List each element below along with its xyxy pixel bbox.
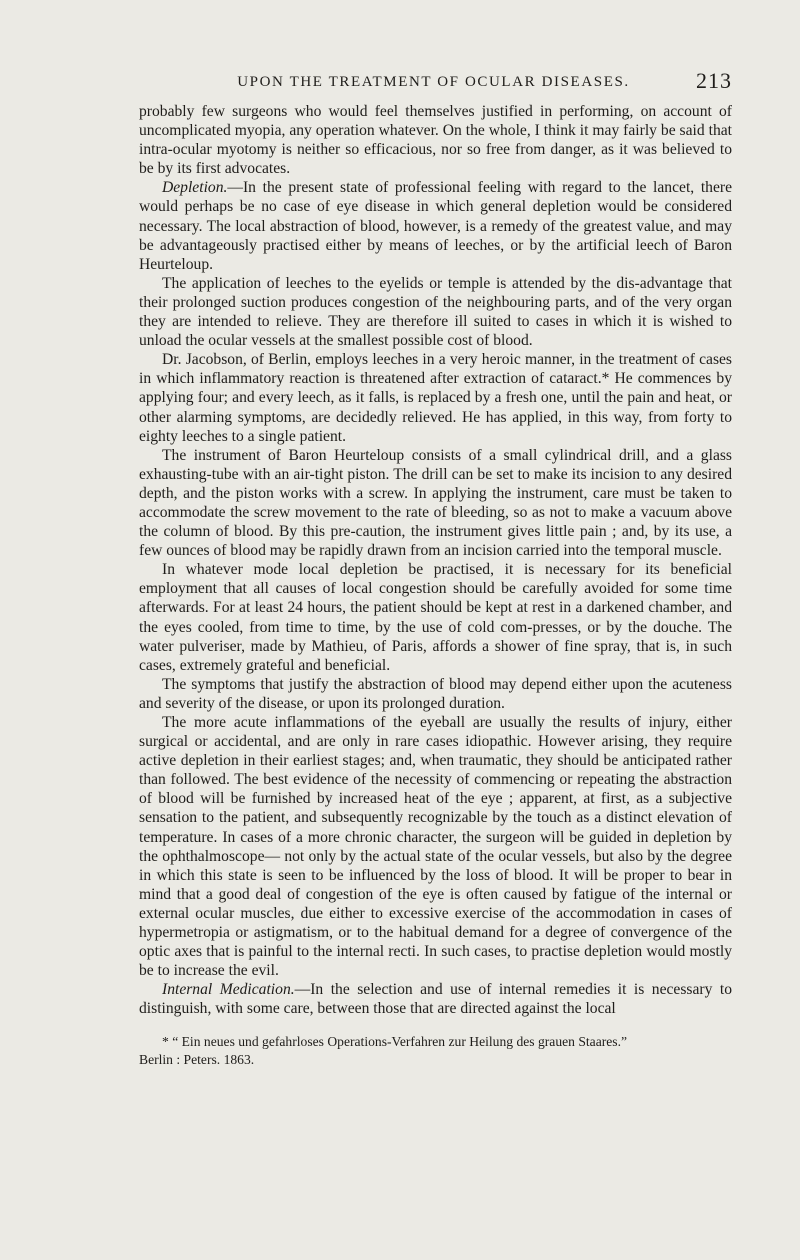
running-head (135, 68, 732, 100)
paragraph: Internal Medication.—In the selection and use of internal remedies it is necessary to distinguish, with some care, between those that are directed against the local (139, 981, 732, 1018)
footnote (139, 1033, 732, 1069)
paragraph: Dr. Jacobson, of Berlin, employs leeches in a very heroic manner, in the treatment of cases in which inflammatory reaction is threatened after extraction of cataract.* He commences by applying four; and every leech, as it falls, is replaced by a fresh one, until the pain and heat, or other alarming symptoms, are decidedly relieved. He has applied, in this way, from forty to eighty leeches to a single patient. (139, 351, 732, 445)
body-text (139, 102, 732, 1019)
paragraph: Depletion.—In the present state of professional feeling with regard to the lancet, there would perhaps be no case of eye disease in which general depletion would be considered necessary. The local abstraction of blood, however, is a remedy of the greatest value, and may be advantageously practised either by means of leeches, or by the artificial leech of Baron Heurteloup. (139, 179, 732, 273)
paragraph: The more acute inflammations of the eyeball are usually the results of injury, either surgical or accidental, and are only in rare cases idiopathic. However arising, they require active depletion in their earliest stages; and, when traumatic, they should be anticipated rather than followed. The best evidence of the necessity of commencing or repeating the abstraction of blood will be furnished by increased heat of the eye ; apparent, at first, as a subjective sensation to the patient, and subsequently recognizable by the touch as a distinct elevation of temperature. In cases of a more chronic character, the surgeon will be guided in depletion by the ophthalmoscope— not only by the actual state of the ocular vessels, but also by the degree in which this state is seen to be influenced by the loss of blood. It will be proper to bear in mind that a good deal of congestion of the eye is often caused by fatigue of the internal or external ocular muscles, due either to excessive exercise of the accommodation in cases of hypermetropia or astigmatism, or to the habitual demand for a degree of convergence of the optic axes that is painful to the internal recti. In such cases, to practise depletion would mostly be to increase the evil. (139, 714, 732, 980)
paragraph: The application of leeches to the eyelids or temple is attended by the dis-advantage that their prolonged suction produces congestion of the neighbouring parts, and of the very organ they are intended to relieve. They are therefore ill suited to cases in which it is wished to unload the ocular vessels at the smallest possible cost of blood. (139, 274, 732, 350)
paragraph: probably few surgeons who would feel themselves justified in performing, on account of uncomplicated myopia, any operation whatever. On the whole, I think it may fairly be said that intra-ocular myotomy is neither so efficacious, nor so free from danger, as it was believed to be by its first advocates. (139, 103, 732, 178)
paragraph: In whatever mode local depletion be practised, it is necessary for its beneficial employment that all causes of local congestion should be carefully avoided for some time afterwards. For at least 24 hours, the patient should be kept at rest in a darkened chamber, and the eyes cooled, from time to time, by the use of cold com-presses, or by the douche. The water pulveriser, made by Mathieu, of Paris, affords a shower of fine spray, that is, in such cases, extremely grateful and beneficial. (139, 561, 732, 674)
paragraph: The instrument of Baron Heurteloup consists of a small cylindrical drill, and a glass exhausting-tube with an air-tight piston. The drill can be set to make its incision to any desired depth, and the piston works with a screw. In applying the instrument, care must be taken to accommodate the screw movement to the rate of bleeding, so as not to make a vacuum above the column of blood. By this pre-caution, the instrument gives little pain ; and, by its use, a few ounces of blood may be rapidly drawn from an incision carried into the temporal muscle. (139, 446, 732, 560)
footnote-citation: * “ Ein neues und gefahrloses Operations-Verfahren zur Heilung des grauen Staares.” (162, 1033, 628, 1049)
running-title: UPON THE TREATMENT OF OCULAR DISEASES. (237, 74, 630, 90)
footnote-publisher: Berlin : Peters. 1863. (139, 1051, 255, 1067)
page-number: 213 (696, 68, 732, 93)
section-heading-depletion: Depletion. (162, 179, 228, 197)
section-heading-internal-medication: Internal Medication. (162, 981, 295, 999)
paragraph: The symptoms that justify the abstraction of blood may depend either upon the acuteness and severity of the disease, or upon its prolonged duration. (139, 675, 732, 712)
